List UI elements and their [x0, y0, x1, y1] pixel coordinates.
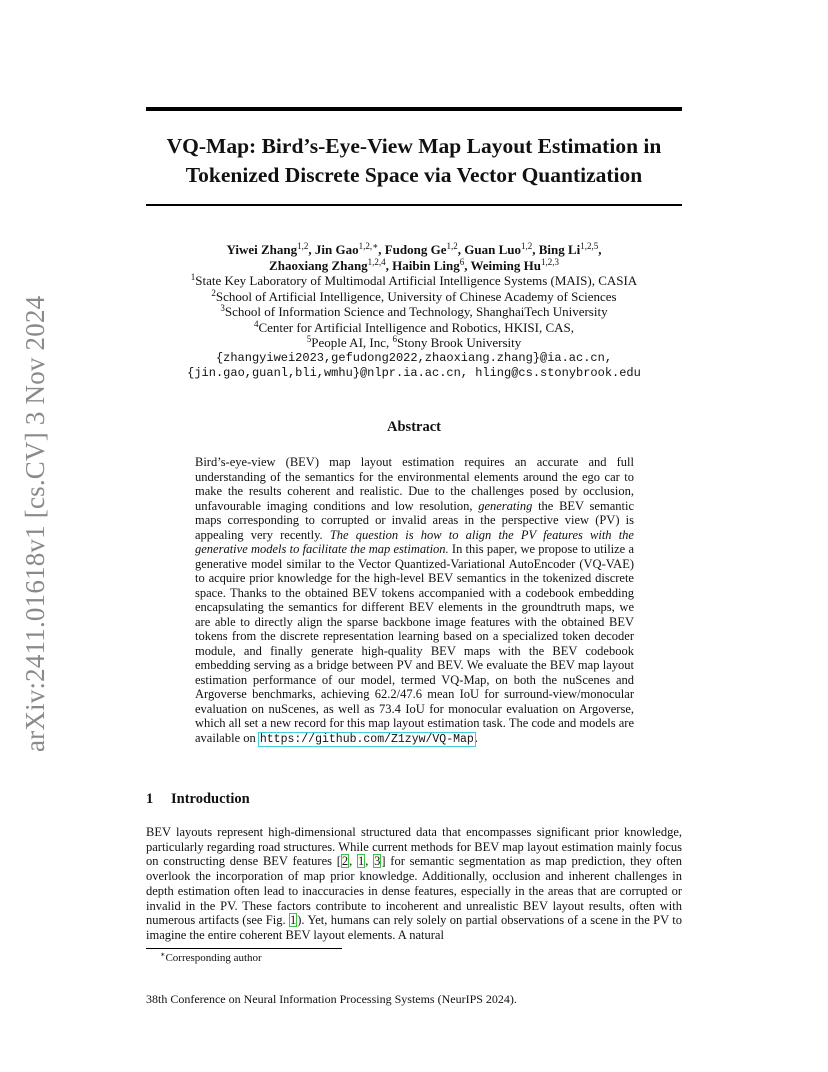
figure-reference-link[interactable]: 1: [290, 913, 297, 928]
title-line-2: Tokenized Discrete Space via Vector Quantization: [185, 163, 643, 187]
author-line-2: [146, 258, 682, 274]
abstract-text: .: [474, 730, 478, 745]
author-name: Jin Gao: [314, 242, 359, 257]
affiliation-2: [146, 289, 682, 305]
affiliation-mark: 5: [306, 334, 312, 344]
author-block: [146, 242, 682, 382]
affiliation-4: [146, 320, 682, 336]
author-name: Weiming Hu: [470, 257, 541, 273]
author-name: Yiwei Zhang: [226, 242, 298, 257]
affiliation-mark: 3: [220, 303, 225, 313]
section-number: 1: [146, 791, 154, 807]
email-line-2: {jin.gao,guanl,bli,wmhu}@nlpr.ia.ac.cn, hling@cs.stonybrook.edu: [187, 366, 641, 380]
section-heading: [146, 791, 250, 808]
introduction-body: BEV layouts represent high-dimensional structured data that encompasses significant prior knowledge, particularly regarding road structures. While current methods for BEV map layout estimation mainly focus on constructing dense BEV features [2, 1, 3] for semantic segmentation as map prediction, they often overlook the incorporation of map prior knowledge. Additionally, occlusion and inherent challenges in depth estimation often lead to inaccuracies in dense features, especially in the areas that are corrupted or invalid in the PV. These factors contribute to incoherent and unrealistic BEV layout results, often with numerous artifacts (see Fig. 1). Yet, humans can rely solely on partial observations of a scene in the PV to imagine the entire coherent BEV layout elements. A natural: [146, 825, 683, 942]
abstract-emphasis: generating: [478, 498, 533, 513]
footnote-mark: ∗: [160, 950, 166, 959]
title-line-1: VQ-Map: Bird’s-Eye-View Map Layout Estimation in: [166, 134, 662, 158]
intro-text: for semantic segmentation as map prediction, they often overlook the incorporation of map prior knowledge. Additionally, occlusion and inherent challenges in depth estimation often lead to inaccuracies in dense features, especially in the areas that are corrupted or invalid in the PV. These factors contribute to incoherent and unrealistic BEV layout results, often with numerous artifacts (see Fig.: [146, 854, 683, 928]
author-line-1: [146, 242, 682, 258]
code-repository-link[interactable]: https://github.com/Z1zyw/VQ-Map: [259, 732, 474, 746]
citation-link[interactable]: 1: [358, 854, 365, 869]
footnote-text: Corresponding author: [165, 952, 262, 964]
author-affiliation: 1,2,5: [580, 241, 599, 251]
author-affiliation: 6: [459, 256, 465, 267]
conference-note: 38th Conference on Neural Information Processing Systems (NeurIPS 2024).: [146, 992, 517, 1006]
author-affiliation: 1,2: [446, 241, 458, 251]
author-affiliation: 1,2,3: [540, 256, 559, 267]
abstract-heading: Abstract: [387, 419, 441, 435]
author-name: Guan Luo: [464, 242, 521, 257]
author-name: Zhaoxiang Zhang: [269, 257, 368, 273]
affiliation-text: School of Artificial Intelligence, University of Chinese Academy of Sciences: [215, 288, 617, 304]
abstract-text: Bird’s-eye-view (BEV) map layout estimation requires an accurate and full understanding of the semantics for the environmental elements around the ego car to make the results coherent and realistic. Due to the challenges posed by occlusion, unfavourable imaging conditions and low resolution,: [195, 455, 634, 513]
footnote: [160, 952, 262, 964]
citation-link[interactable]: 3: [374, 854, 381, 869]
affiliation-mark: 1: [190, 272, 196, 282]
arxiv-stamp: arXiv:2411.01618v1 [cs.CV] 3 Nov 2024: [20, 295, 50, 752]
affiliation-mark: 2: [211, 287, 216, 298]
affiliation-text: School of Information Science and Technology, ShanghaiTech University: [224, 304, 608, 319]
author-separator: ,: [464, 257, 471, 273]
author-separator: ,: [532, 242, 539, 257]
footnote-rule: [146, 948, 342, 949]
affiliation-mark: 4: [253, 318, 259, 329]
section-title: Introduction: [171, 791, 250, 807]
author-affiliation: 1,2: [520, 241, 533, 251]
affiliation-mark: 6: [392, 334, 397, 344]
affiliation-text: State Key Laboratory of Multimodal Artificial Intelligence Systems (MAIS), CASIA: [195, 273, 638, 288]
affiliation-5-6: [146, 335, 682, 351]
abstract-text: the BEV semantic maps corresponding to corrupted or invalid areas in the perspective view (PV) is appealing very recently.: [195, 498, 634, 542]
author-name: Fudong Ge: [384, 242, 447, 257]
intro-text: ). Yet, humans can rely solely on partial observations of a scene in the PV to imagine the entire coherent BEV layout elements. A natural: [146, 913, 682, 942]
author-affiliation: 1,2,4: [367, 256, 386, 267]
author-name: Bing Li: [538, 242, 581, 257]
affiliation-text: Center for Artificial Intelligence and Robotics, HKISI, CAS,: [258, 319, 575, 335]
affiliation-text: Stony Brook University: [397, 335, 522, 350]
title-top-rule: [146, 107, 682, 111]
intro-text: BEV layouts represent high-dimensional structured data that encompasses significant prior knowledge, particularly regarding road structures. While current methods for BEV map layout estimation mainly focus on constructing dense BEV features: [146, 825, 682, 869]
abstract-text: In this paper, we propose to utilize a generative model similar to the Vector Quantized-Variational AutoEncoder (VQ-VAE) to acquire prior knowledge for the high-level BEV semantics in the tokenized discrete space. Thanks to the obtained BEV tokens accompanied with a codebook embedding encapsulating the semantics for different BEV elements in the groundtruth maps, we are able to directly align the sparse backbone image features with the obtained BEV tokens from the discrete representation learning based on a specialized token decoder module, and finally generate high-quality BEV maps with the BEV codebook embedding serving as a bridge between PV and BEV. We evaluate the BEV map layout estimation performance of our model, termed VQ-Map, on both the nuScenes and Argoverse benchmarks, achieving 62.2/47.6 mean IoU for surround-view/monocular evaluation on nuScenes, as well as 73.4 IoU for monocular evaluation on Argoverse, which all set a new record for this map layout estimation task. The code and models are available on: [195, 542, 635, 745]
affiliation-text: People AI, Inc,: [311, 335, 393, 350]
author-affiliation: 1,2,∗: [358, 241, 379, 251]
citation-link[interactable]: 2: [341, 854, 349, 869]
author-separator: ,: [598, 242, 602, 257]
abstract-emphasis: The question is how to align the PV features with the generative models to facilitate the map estimation.: [195, 527, 634, 556]
abstract-body: [195, 455, 634, 747]
author-name: Haibin Ling: [392, 257, 460, 273]
email-line-1: {zhangyiwei2023,gefudong2022,zhaoxiang.zhang}@ia.ac.cn,: [215, 350, 613, 365]
author-separator: ,: [308, 242, 315, 257]
affiliation-3: [146, 304, 682, 320]
author-separator: ,: [378, 242, 385, 257]
affiliation-1: [146, 273, 682, 289]
author-separator: ,: [385, 257, 393, 273]
paper-title: [146, 132, 682, 190]
author-separator: ,: [457, 242, 465, 257]
title-bottom-rule: [146, 204, 682, 206]
author-affiliation: 1,2: [297, 241, 309, 251]
